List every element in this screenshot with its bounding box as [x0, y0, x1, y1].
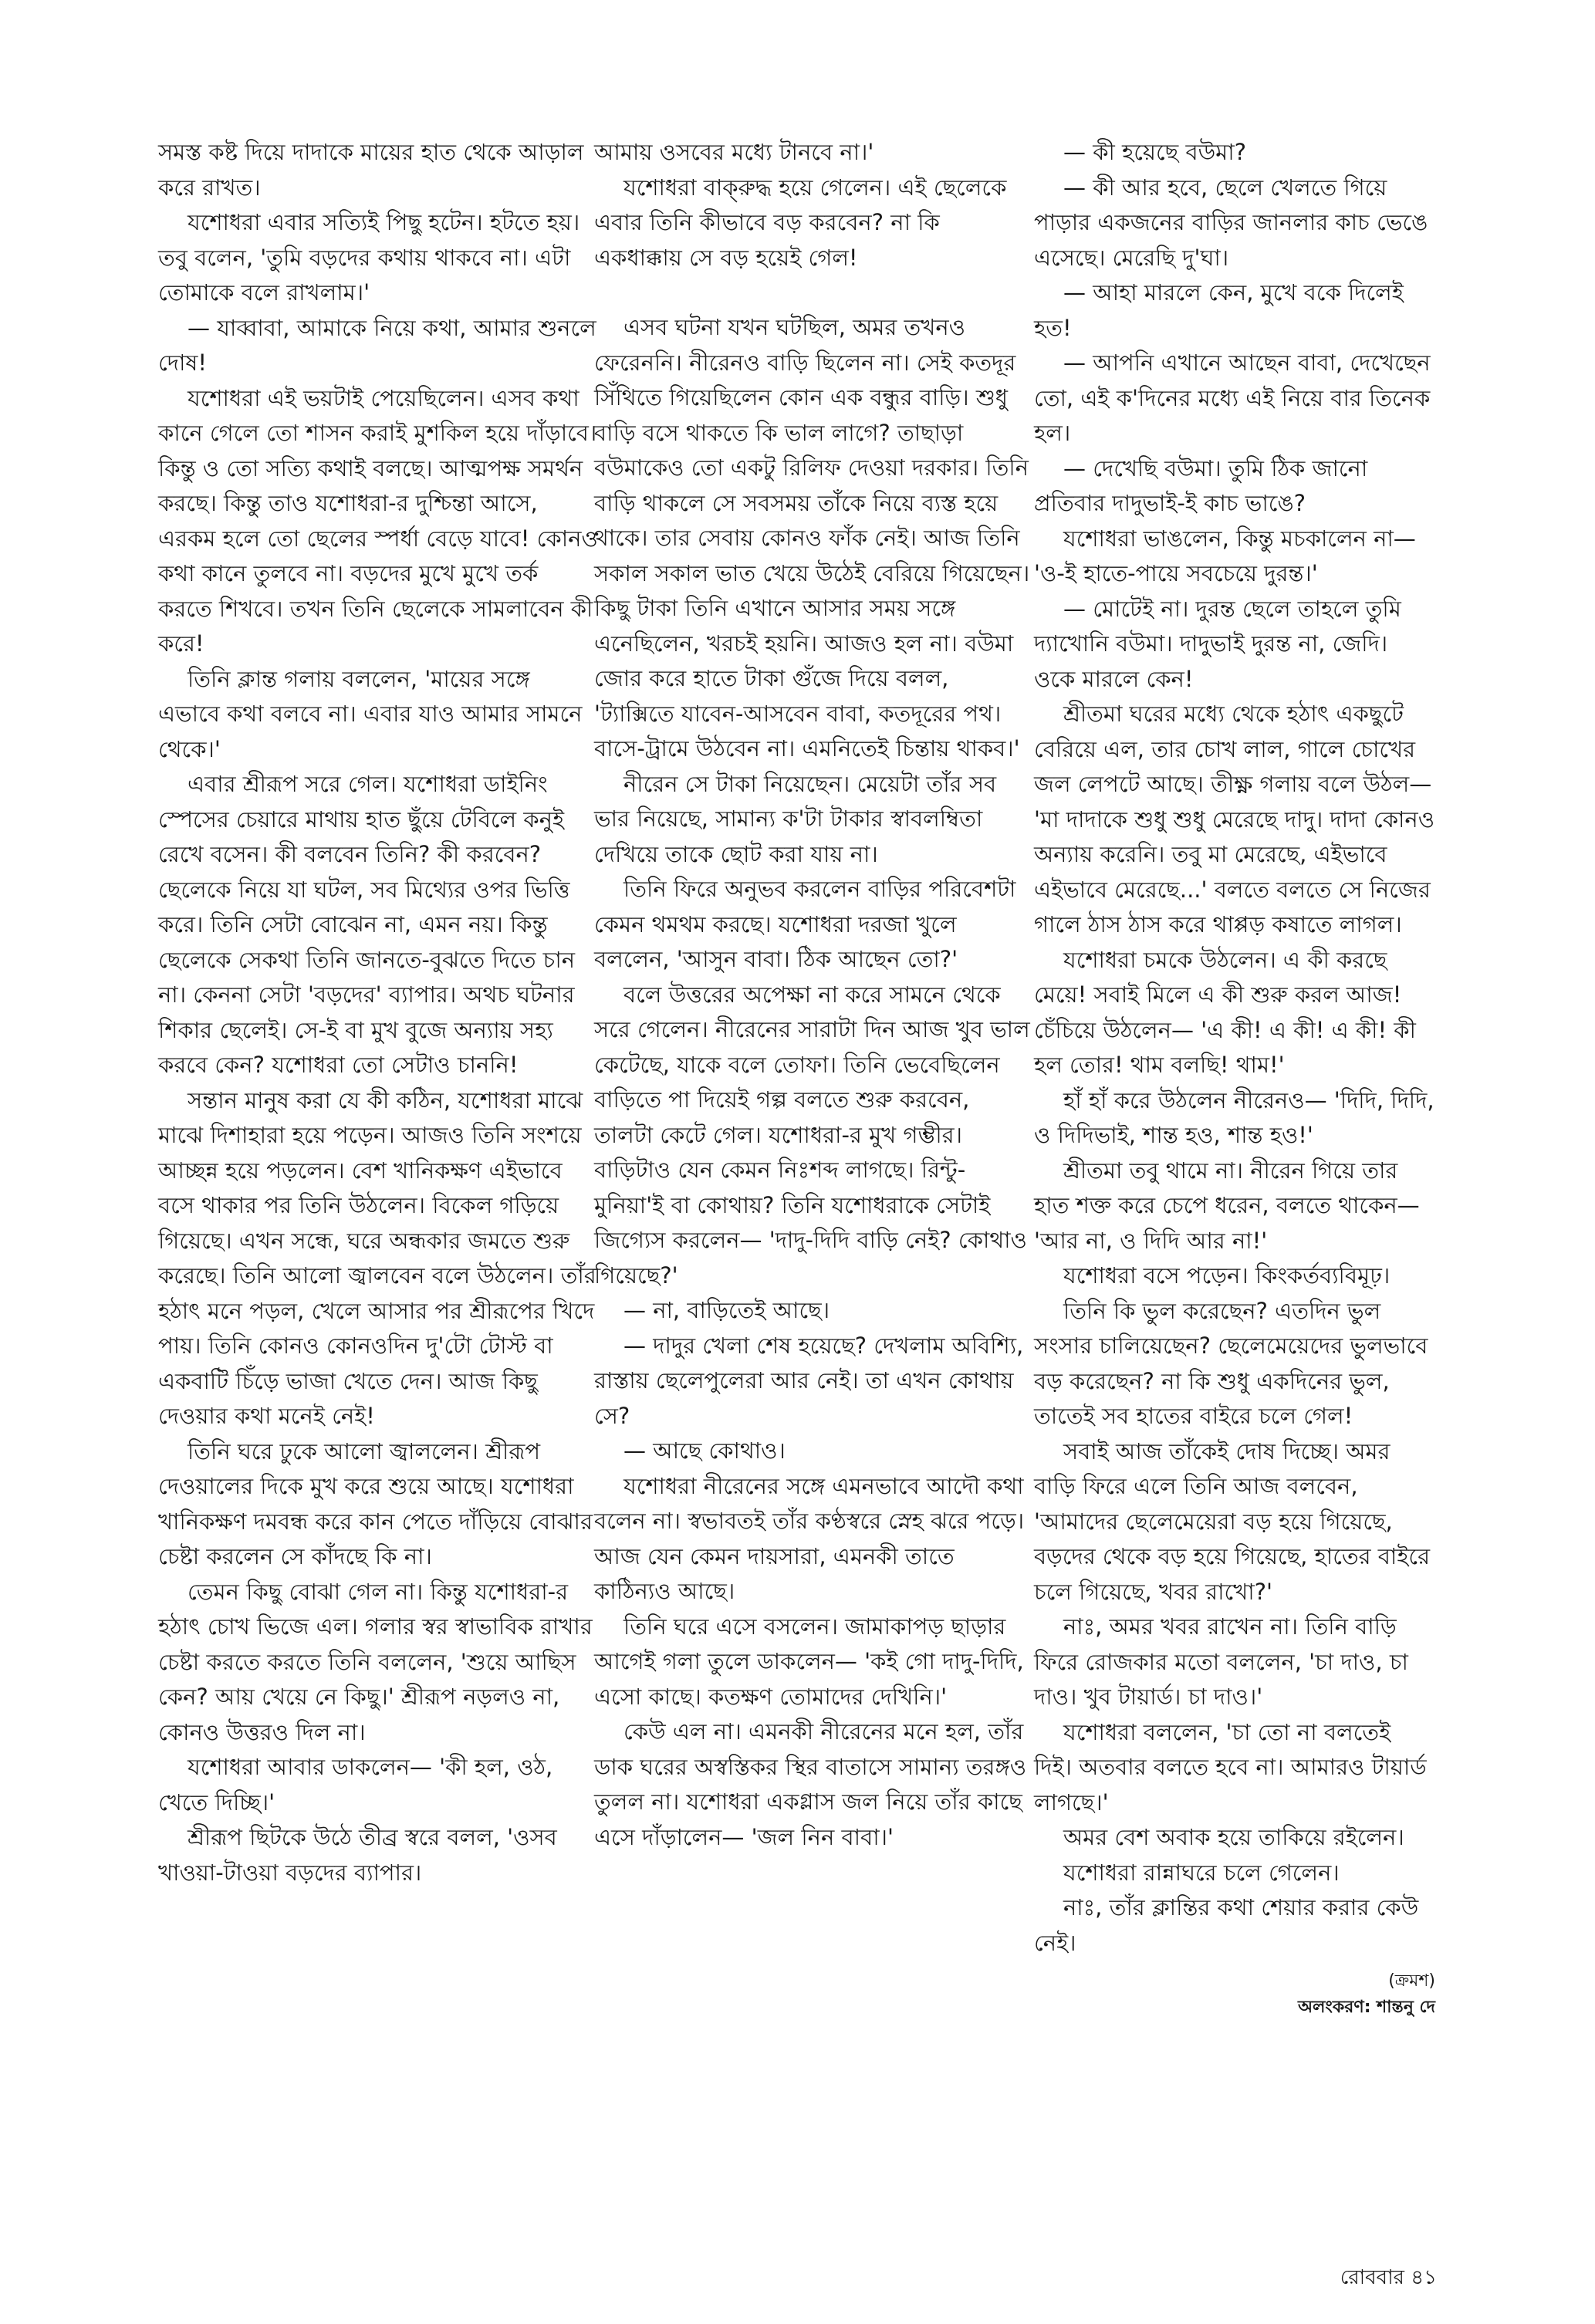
- continued-label: (ক্রমশ): [1388, 1971, 1435, 1991]
- paragraph: শ্রীতমা ঘরের মধ্যে থেকে হঠাৎ একছুটে বেরিয়ে এল, তার চোখ লাল, গালে চোখের জল লেপটে আছে। তীক্ষ্ণ গলায় বলে উঠল— 'মা দাদাকে শুধু শুধু মেরেছে দাদু। দাদা কোনও অন্যায় করেনি। তবু মা মেরেছে, এইভাবে এইভাবে মেরেছে...' বলতে বলতে সে নিজের গালে ঠাস ঠাস করে থাপ্পড় কষাতে লাগল।: [1034, 701, 1435, 937]
- paragraph: যশোধরা আবার ডাকলেন— 'কী হল, ওঠ, খেতে দিচ্ছি।': [158, 1754, 553, 1816]
- paragraph: অমর বেশ অবাক হয়ে তাকিয়ে রইলেন।: [1063, 1824, 1404, 1850]
- paragraph: শ্রীতমা তবু থামে না। নীরেন গিয়ে তার হাত শক্ত করে চেপে ধরেন, বলতে থাকেন— 'আর না, ও দিদি আর না!': [1034, 1157, 1420, 1254]
- paragraph: — কী আর হবে, ছেলে খেলতে গিয়ে পাড়ার একজনের বাড়ির জানলার কাচ ভেঙে এসেছে। মেরেছি দু'ঘা।: [1034, 174, 1428, 271]
- paragraph: নাঃ, তাঁর ক্লান্তির কথা শেয়ার করার কেউ নেই।: [1034, 1894, 1419, 1956]
- paragraph: শ্রীরূপ ছিটকে উঠে তীব্র স্বরে বলল, 'ওসব খাওয়া-টাওয়া বড়দের ব্যাপার।: [158, 1824, 557, 1886]
- paragraph: তিনি ঘরে এসে বসলেন। জামাকাপড় ছাড়ার আগেই গলা তুলে ডাকলেন— 'কই গো দাদু-দিদি, এসো কাছে। কতক্ষণ তোমাদের দেখিনি।': [594, 1613, 1024, 1710]
- page-number: ৪১: [1411, 2266, 1437, 2289]
- paragraph: এসব ঘটনা যখন ঘটছিল, অমর তখনও ফেরেননি। নীরেনও বাড়ি ছিলেন না। সেই কতদূর সিঁথিতে গিয়েছিলেন কোন এক বন্ধুর বাড়ি। শুধু বাড়ি বসে থাকতে কি ভাল লাগে? তাছাড়া বউমাকেও তো একটু রিলিফ দেওয়া দরকার। তিনি বাড়ি থাকলে সে সবসময় তাঁকে নিয়ে ব্যস্ত হয়ে থাকে। তার সেবায় কোনও ফাঁক নেই। আজ তিনি সকাল সকাল ভাত খেয়ে উঠেই বেরিয়ে গিয়েছেন। কিছু টাকা তিনি এখানে আসার সময় সঙ্গে এনেছিলেন, খরচই হয়নি। আজও হল না। বউমা জোর করে হাতে টাকা গুঁজে দিয়ে বলল, 'ট্যাক্সিতে যাবেন-আসবেন বাবা, কতদূরের পথ। বাসে-ট্রামে উঠবেন না। এমনিতেই চিন্তায় থাকব।': [594, 314, 1030, 762]
- paragraph: যশোধরা রান্নাঘরে চলে গেলেন।: [1063, 1859, 1340, 1886]
- paragraph: যশোধরা ভাঙলেন, কিন্তু মচকালেন না— 'ও-ই হাতে-পায়ে সবচেয়ে দুরন্ত।': [1034, 525, 1416, 586]
- paragraph: যশোধরা বাক্‌রুদ্ধ হয়ে গেলেন। এই ছেলেকে এবার তিনি কীভাবে বড় করবেন? না কি একধাক্কায় সে বড় হয়েই গেল!: [594, 174, 1007, 271]
- paragraph: কেউ এল না। এমনকী নীরেনের মনে হল, তাঁর ডাক ঘরের অস্বস্তিকর স্থির বাতাসে সামান্য তরঙ্গও তুলল না। যশোধরা একগ্লাস জল নিয়ে তাঁর কাছে এসে দাঁড়ালেন— 'জল নিন বাবা।': [594, 1718, 1027, 1850]
- paragraph: হাঁ হাঁ করে উঠলেন নীরেনও— 'দিদি, দিদি, ও দিদিভাই, শান্ত হও, শান্ত হও!': [1034, 1086, 1434, 1148]
- paragraph: যশোধরা বললেন, 'চা তো না বলতেই দিই। অতবার বলতে হবে না। আমারও টায়ার্ড লাগছে।': [1034, 1718, 1427, 1816]
- paragraph: সবাই আজ তাঁকেই দোষ দিচ্ছে। অমর বাড়ি ফিরে এলে তিনি আজ বলবেন, 'আমাদের ছেলেমেয়েরা বড় হয়ে গিয়েছে, বড়দের থেকে বড় হয়ে গিয়েছে, হাতের বাইরে চলে গিয়েছে, খবর রাখো?': [1034, 1437, 1431, 1605]
- paragraph: — দেখেছি বউমা। তুমি ঠিক জানো প্রতিবার দাদুভাই-ই কাচ ভাঙে?: [1034, 454, 1368, 516]
- paragraph: যশোধরা এবার সত্যিই পিছু হটেন। হটতে হয়। তবু বলেন, 'তুমি বড়দের কথায় থাকবে না। এটা তোমাকে বলে রাখলাম।': [158, 209, 580, 306]
- paragraph: — আহা মারলে কেন, মুখে বকে দিলেই হত!: [1034, 279, 1404, 341]
- illustration-credit: অলংকরণ: শান্তনু দে: [1297, 1998, 1435, 2017]
- article-column-2: [594, 135, 1034, 1855]
- paragraph: যশোধরা বসে পড়েন। কিংকর্তব্যবিমূঢ়।: [1063, 1262, 1391, 1289]
- paragraph: — যাব্বাবা, আমাকে নিয়ে কথা, আমার শুনলে দোষ!: [158, 314, 596, 376]
- magazine-name: রোববার: [1340, 2266, 1404, 2289]
- article-column-3: [1034, 135, 1435, 2021]
- paragraph: — আছে কোথাও।: [623, 1437, 786, 1464]
- paragraph: যশোধরা চমকে উঠলেন। এ কী করছে মেয়ে! সবাই মিলে এ কী শুরু করল আজ! চেঁচিয়ে উঠলেন— 'এ কী! এ কী! এ কী! কী হল তোর! থাম বলছি! থাম!': [1034, 946, 1416, 1078]
- paragraph: — মোটেই না। দুরন্ত ছেলে তাহলে তুমি দ্যাখোনি বউমা। দাদুভাই দুরন্ত না, জেদি। ওকে মারলে কেন!: [1034, 595, 1401, 692]
- paragraph: তিনি কি ভুল করেছেন? এতদিন ভুল সংসার চালিয়েছেন? ছেলেমেয়েদের ভুলভাবে বড় করেছেন? না কি শুধু একদিনের ভুল, তাতেই সব হাতের বাইরে চলে গেল!: [1034, 1297, 1428, 1429]
- paragraph: নাঃ, অমর খবর রাখেন না। তিনি বাড়ি ফিরে রোজকার মতো বললেন, 'চা দাও, চা দাও। খুব টায়ার্ড। চা দাও।': [1034, 1613, 1408, 1710]
- paragraph: তেমন কিছু বোঝা গেল না। কিন্তু যশোধরা-র হঠাৎ চোখ ভিজে এল। গলার স্বর স্বাভাবিক রাখার চেষ্টা করতে করতে তিনি বললেন, 'শুয়ে আছিস কেন? আয় খেয়ে নে কিছু।' শ্রীরূপ নড়লও না, কোনও উত্তরও দিল না।: [158, 1578, 593, 1745]
- paragraph: — না, বাড়িতেই আছে।: [623, 1297, 830, 1323]
- article-column-1: [158, 135, 598, 1890]
- paragraph: এবার শ্রীরূপ সরে গেল। যশোধরা ডাইনিং স্পেসের চেয়ারে মাথায় হাত ছুঁয়ে টেবিলে কনুই রেখে বসেন। কী বলবেন তিনি? কী করবেন? ছেলেকে নিয়ে যা ঘটল, সব মিথ্যের ওপর ভিত্তি করে। তিনি সেটা বোঝেন না, এমন নয়। কিন্তু ছেলেকে সেকথা তিনি জানতে-বুঝতে দিতে চান না। কেননা সেটা 'বড়দের' ব্যাপার। অথচ ঘটনার শিকার ছেলেই। সে-ই বা মুখ বুজে অন্যায় সহ্য করবে কেন? যশোধরা তো সেটাও চাননি!: [158, 771, 576, 1078]
- paragraph: সন্তান মানুষ করা যে কী কঠিন, যশোধরা মাঝে মাঝে দিশাহারা হয়ে পড়েন। আজও তিনি সংশয়ে আচ্ছন্ন হয়ে পড়লেন। বেশ খানিকক্ষণ এইভাবে বসে থাকার পর তিনি উঠলেন। বিকেল গড়িয়ে গিয়েছে। এখন সন্ধে, ঘরে অন্ধকার জমতে শুরু করেছে। তিনি আলো জ্বালবেন বলে উঠলেন। তাঁর হঠাৎ মনে পড়ল, খেলে আসার পর শ্রীরূপের খিদে পায়। তিনি কোনও কোনওদিন দু'টো টোস্ট বা একবাটি চিঁড়ে ভাজা খেতে দেন। আজ কিছু দেওয়ার কথা মনেই নেই!: [158, 1086, 596, 1429]
- paragraph: যশোধরা নীরেনের সঙ্গে এমনভাবে আদৌ কথা বলেন না। স্বভাবতই তাঁর কণ্ঠস্বরে স্নেহ ঝরে পড়ে। আজ যেন কেমন দায়সারা, এমনকী তাতে কাঠিন্যও আছে।: [594, 1472, 1025, 1604]
- paragraph: — দাদুর খেলা শেষ হয়েছে? দেখলাম অবিশ্যি, রাস্তায় ছেলেপুলেরা আর নেই। তা এখন কোথায় সে?: [594, 1332, 1024, 1429]
- paragraph: — কী হয়েছে বউমা?: [1063, 139, 1247, 165]
- column-3-body: [1034, 135, 1435, 1961]
- paragraph: তিনি ফিরে অনুভব করলেন বাড়ির পরিবেশটা কেমন থমথম করছে। যশোধরা দরজা খুলে বললেন, 'আসুন বাবা। ঠিক আছেন তো?': [594, 876, 1016, 972]
- paragraph: বলে উত্তরের অপেক্ষা না করে সামনে থেকে সরে গেলেন। নীরেনের সারাটা দিন আজ খুব ভাল কেটেছে, যাকে বলে তোফা। তিনি ভেবেছিলেন বাড়িতে পা দিয়েই গল্প বলতে শুরু করবেন, তালটা কেটে গেল। যশোধরা-র মুখ গম্ভীর। বাড়িটাও যেন কেমন নিঃশব্দ লাগছে। রিন্টু-মুনিয়া'ই বা কোথায়? তিনি যশোধরাকে সেটাই জিগ্যেস করলেন— 'দাদু-দিদি বাড়ি নেই? কোথাও গিয়েছে?': [594, 981, 1030, 1289]
- paragraph: সমস্ত কষ্ট দিয়ে দাদাকে মায়ের হাত থেকে আড়াল করে রাখত।: [158, 139, 584, 201]
- paragraph: — আপনি এখানে আছেন বাবা, দেখেছেন তো, এই ক'দিনের মধ্যে এই নিয়ে বার তিনেক হল।: [1034, 350, 1431, 446]
- page-footer: [1340, 2265, 1437, 2291]
- credits: [1034, 1968, 1435, 2021]
- paragraph: তিনি ক্লান্ত গলায় বললেন, 'মায়ের সঙ্গে এভাবে কথা বলবে না। এবার যাও আমার সামনে থেকে।': [158, 665, 583, 762]
- paragraph: আমায় ওসবের মধ্যে টানবে না।': [594, 139, 874, 165]
- paragraph: যশোধরা এই ভয়টাই পেয়েছিলেন। এসব কথা কানে গেলে তো শাসন করাই মুশকিল হয়ে দাঁড়াবে। কিন্তু ও তো সত্যি কথাই বলছে। আত্মপক্ষ সমর্থন করছে। কিন্তু তাও যশোধরা-র দুশ্চিন্তা আসে, এরকম হলে তো ছেলের স্পর্ধা বেড়ে যাবে! কোনও কথা কানে তুলবে না। বড়দের মুখে মুখে তর্ক করতে শিখবে। তখন তিনি ছেলেকে সামলাবেন কী করে!: [158, 384, 598, 657]
- paragraph: তিনি ঘরে ঢুকে আলো জ্বাললেন। শ্রীরূপ দেওয়ালের দিকে মুখ করে শুয়ে আছে। যশোধরা খানিকক্ষণ দমবন্ধ করে কান পেতে দাঁড়িয়ে বোঝার চেষ্টা করলেন সে কাঁদছে কি না।: [158, 1437, 593, 1569]
- paragraph: নীরেন সে টাকা নিয়েছেন। মেয়েটা তাঁর সব ভার নিয়েছে, সামান্য ক'টা টাকার স্বাবলম্বিতা দেখিয়ে তাকে ছোট করা যায় না।: [594, 770, 997, 867]
